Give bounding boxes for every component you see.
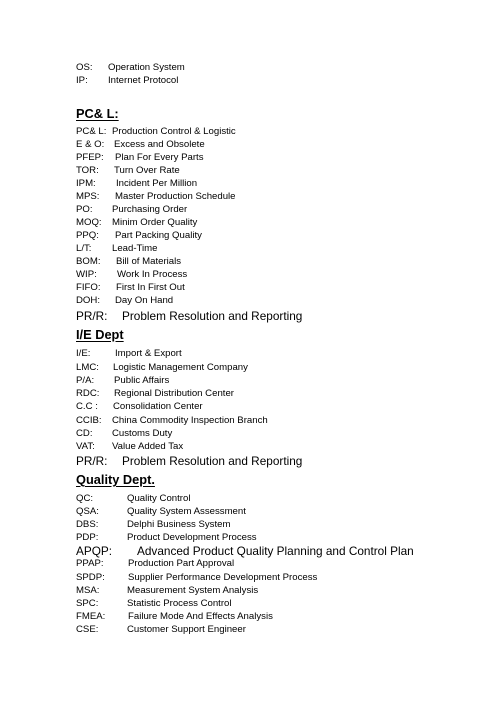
- entry-abbreviation: WIP:: [76, 269, 97, 280]
- glossary-entry-l-t: [0, 243, 500, 255]
- glossary-entry-dbs: [0, 519, 500, 531]
- glossary-entry-ip: [0, 75, 500, 87]
- entry-abbreviation: APQP:: [76, 544, 113, 558]
- entry-definition: Work In Process: [117, 269, 188, 280]
- entry-definition: Excess and Obsolete: [114, 139, 205, 150]
- glossary-entry-apqp: [0, 544, 500, 558]
- entry-abbreviation: PO:: [76, 204, 93, 215]
- glossary-entry-ppq: [0, 230, 500, 242]
- entry-abbreviation: DOH:: [76, 295, 100, 306]
- glossary-entry-wip: [0, 269, 500, 281]
- entry-definition: Production Part Approval: [128, 558, 235, 569]
- entry-definition: Customs Duty: [112, 428, 173, 439]
- entry-definition: Consolidation Center: [113, 401, 203, 412]
- entry-abbreviation: MSA:: [76, 585, 100, 596]
- glossary-entry-ccib: [0, 415, 500, 427]
- glossary-entry-lmc: [0, 362, 500, 374]
- glossary-entry-p-a: [0, 375, 500, 387]
- glossary-entry-pr-r: [0, 309, 500, 323]
- entry-abbreviation: PR/R:: [76, 454, 108, 468]
- entry-abbreviation: L/T:: [76, 243, 92, 254]
- entry-definition: Customer Support Engineer: [127, 624, 246, 635]
- entry-abbreviation: SPDP:: [76, 572, 105, 583]
- entry-abbreviation: IP:: [76, 75, 88, 86]
- entry-abbreviation: CSE:: [76, 624, 99, 635]
- entry-abbreviation: QC:: [76, 493, 94, 504]
- glossary-entry-doh: [0, 295, 500, 307]
- glossary-entry-moq: [0, 217, 500, 229]
- entry-definition: Quality Control: [127, 493, 191, 504]
- glossary-entry-mps: [0, 191, 500, 203]
- glossary-entry-qsa: [0, 506, 500, 518]
- glossary-entry-spc: [0, 598, 500, 610]
- entry-abbreviation: FIFO:: [76, 282, 101, 293]
- entry-definition: Supplier Performance Development Process: [128, 572, 318, 583]
- entry-definition: Plan For Every Parts: [115, 152, 204, 163]
- entry-definition: Advanced Product Quality Planning and Control Plan: [137, 544, 414, 558]
- entry-definition: First In First Out: [116, 282, 185, 293]
- entry-abbreviation: FMEA:: [76, 611, 106, 622]
- entry-abbreviation: PPAP:: [76, 558, 104, 569]
- glossary-entry-spdp: [0, 572, 500, 584]
- entry-abbreviation: I/E:: [76, 348, 91, 359]
- entry-definition: Internet Protocol: [108, 75, 179, 86]
- entry-abbreviation: C.C :: [76, 401, 98, 412]
- entry-definition: Value Added Tax: [112, 441, 184, 452]
- entry-definition: Product Development Process: [127, 532, 257, 543]
- entry-abbreviation: P/A:: [76, 375, 95, 386]
- glossary-entry-os: [0, 62, 500, 74]
- entry-definition: Quality System Assessment: [127, 506, 246, 517]
- section-heading-quality: Quality Dept.: [76, 472, 155, 487]
- glossary-entry-pdp: [0, 532, 500, 544]
- entry-abbreviation: TOR:: [76, 165, 99, 176]
- glossary-entry-pfep: [0, 152, 500, 164]
- glossary-entry-e-o: [0, 139, 500, 151]
- entry-definition: Incident Per Million: [116, 178, 198, 189]
- entry-definition: Day On Hand: [115, 295, 174, 306]
- glossary-entry-pr-r: [0, 454, 500, 468]
- glossary-entry-ipm: [0, 178, 500, 190]
- entry-definition: Problem Resolution and Reporting: [122, 309, 303, 323]
- entry-abbreviation: CCIB:: [76, 415, 102, 426]
- glossary-entry-rdc: [0, 388, 500, 400]
- entry-definition: Logistic Management Company: [113, 362, 248, 373]
- glossary-entry-cse: [0, 624, 500, 636]
- entry-definition: Problem Resolution and Reporting: [122, 454, 303, 468]
- glossary-entry-fifo: [0, 282, 500, 294]
- glossary-entry-cd: [0, 428, 500, 440]
- entry-abbreviation: MOQ:: [76, 217, 102, 228]
- entry-abbreviation: PFEP:: [76, 152, 104, 163]
- entry-abbreviation: BOM:: [76, 256, 101, 267]
- entry-abbreviation: PR/R:: [76, 309, 108, 323]
- entry-abbreviation: CD:: [76, 428, 93, 439]
- glossary-entry-pc-l: [0, 126, 500, 138]
- entry-abbreviation: DBS:: [76, 519, 99, 530]
- entry-definition: Production Control & Logistic: [112, 126, 236, 137]
- section-heading-ie: I/E Dept: [76, 327, 124, 342]
- entry-definition: Public Affairs: [114, 375, 170, 386]
- entry-abbreviation: MPS:: [76, 191, 100, 202]
- entry-definition: Statistic Process Control: [127, 598, 232, 609]
- entry-definition: Turn Over Rate: [114, 165, 180, 176]
- entry-definition: Lead-Time: [112, 243, 158, 254]
- glossary-entry-vat: [0, 441, 500, 453]
- entry-abbreviation: PC& L:: [76, 126, 107, 137]
- entry-abbreviation: LMC:: [76, 362, 99, 373]
- entry-abbreviation: RDC:: [76, 388, 100, 399]
- entry-abbreviation: VAT:: [76, 441, 95, 452]
- glossary-entry-msa: [0, 585, 500, 597]
- glossary-entry-i-e: [0, 348, 500, 360]
- glossary-entry-c-c: [0, 401, 500, 413]
- glossary-entry-fmea: [0, 611, 500, 623]
- entry-definition: Import & Export: [115, 348, 182, 359]
- entry-definition: Minim Order Quality: [112, 217, 198, 228]
- entry-abbreviation: OS:: [76, 62, 93, 73]
- entry-definition: Operation System: [108, 62, 185, 73]
- entry-definition: Master Production Schedule: [115, 191, 236, 202]
- entry-definition: Delphi Business System: [127, 519, 231, 530]
- entry-definition: Regional Distribution Center: [114, 388, 234, 399]
- glossary-entry-qc: [0, 493, 500, 505]
- entry-abbreviation: PPQ:: [76, 230, 99, 241]
- glossary-entry-po: [0, 204, 500, 216]
- entry-definition: China Commodity Inspection Branch: [112, 415, 268, 426]
- glossary-entry-ppap: [0, 558, 500, 570]
- entry-definition: Measurement System Analysis: [127, 585, 259, 596]
- entry-definition: Bill of Materials: [116, 256, 182, 267]
- glossary-entry-bom: [0, 256, 500, 268]
- entry-abbreviation: IPM:: [76, 178, 96, 189]
- entry-abbreviation: SPC:: [76, 598, 99, 609]
- section-heading-pcl: PC& L:: [76, 106, 119, 121]
- entry-definition: Failure Mode And Effects Analysis: [128, 611, 273, 622]
- entry-abbreviation: E & O:: [76, 139, 105, 150]
- entry-abbreviation: QSA:: [76, 506, 99, 517]
- entry-definition: Part Packing Quality: [115, 230, 202, 241]
- glossary-entry-tor: [0, 165, 500, 177]
- entry-definition: Purchasing Order: [112, 204, 188, 215]
- entry-abbreviation: PDP:: [76, 532, 99, 543]
